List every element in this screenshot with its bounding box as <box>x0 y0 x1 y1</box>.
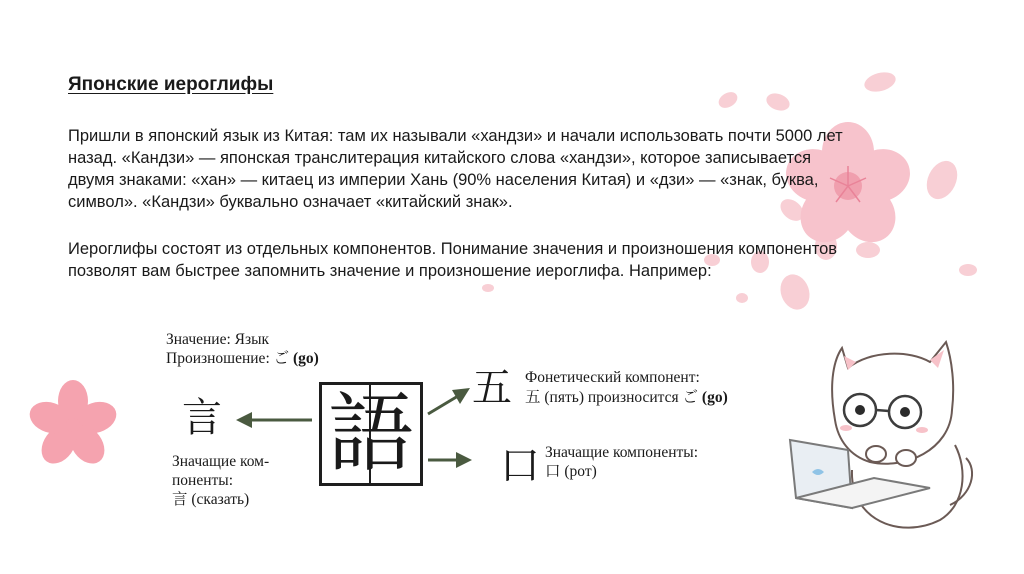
intro-paragraph: Пришли в японский язык из Китая: там их называли «хандзи» и начали использовать почти 5000 лет назад. «Кандзи» — японская транслитерация китайского слова «хандзи», которое записывается двумя знаками: «хан» — китаец из империи Хань (90% населения Китая) и «дзи» — «знак, буква, символ». «Кандзи» буквально означает «китайский знак». <box>68 127 843 211</box>
left-component-example <box>172 490 249 509</box>
phonetic-label: Фонетический компонент: <box>525 369 700 386</box>
arrow-up-right-icon <box>452 388 470 404</box>
pronunciation-kana: ご <box>273 350 290 367</box>
slide-title: Японские иероглифы <box>68 74 274 95</box>
phonetic-component-glyph: 五 <box>472 365 512 411</box>
phonetic-example-text: (пять) произносится <box>544 389 683 406</box>
main-kanji: 語 <box>328 384 414 484</box>
components-paragraph: Иероглифы состоят из отдельных компонентов. Понимание значения и произношения компонентов позволят вам быстрее запомнить значение и произношение иероглифа. Например: <box>68 240 838 280</box>
left-example-glyph: 言 <box>172 491 188 508</box>
pronunciation-prefix: Произношение: <box>166 350 274 367</box>
pronunciation-romaji: (go) <box>293 350 319 367</box>
meaning-example-glyph: 口 <box>545 463 561 480</box>
meaning-component-example <box>545 462 597 481</box>
arrow-left-icon <box>236 412 252 428</box>
phonetic-example-glyph: 五 <box>525 389 541 406</box>
meaning-component-label: Значащие компоненты: <box>545 444 698 461</box>
meaning-component-glyph: 口 <box>500 443 540 489</box>
meaning-example-text: (рот) <box>564 463 597 480</box>
left-component-glyph: 言 <box>182 395 222 441</box>
phonetic-example-romaji: (go) <box>701 389 728 406</box>
arrow-right-icon <box>456 452 472 468</box>
phonetic-example <box>525 388 728 407</box>
left-example-text: (сказать) <box>191 491 250 508</box>
left-component-label-2: поненты: <box>172 472 234 489</box>
phonetic-example-kana: ご <box>682 389 699 406</box>
meaning-text: Значение: Язык <box>166 331 270 348</box>
left-component-label-1: Значащие ком- <box>172 453 270 470</box>
